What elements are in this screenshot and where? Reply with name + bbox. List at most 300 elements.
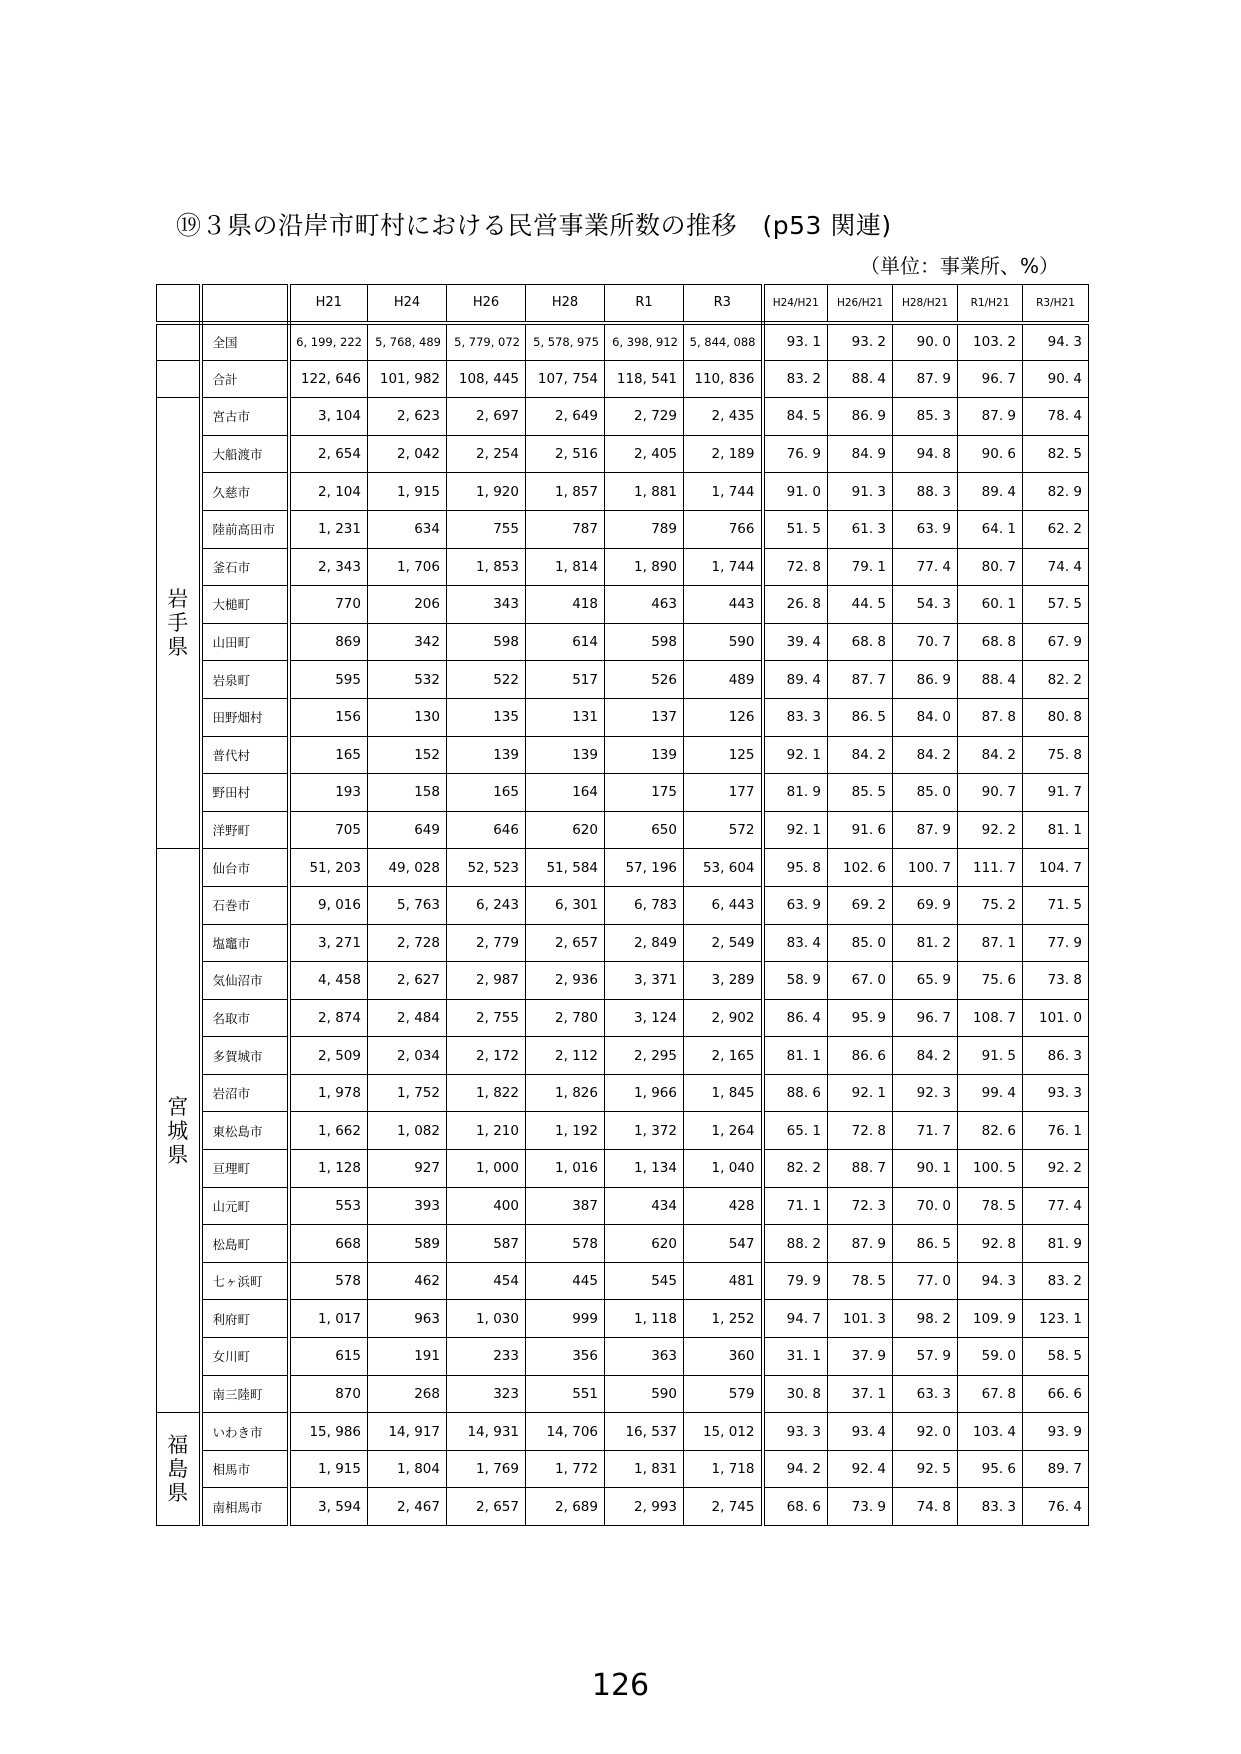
table-cell: 88. 2 xyxy=(763,1225,828,1263)
table-cell: 393 xyxy=(368,1187,447,1225)
table-cell: 6, 443 xyxy=(684,886,763,924)
table-cell: 83. 3 xyxy=(958,1488,1023,1526)
column-header: H24 xyxy=(368,285,447,323)
table-cell: 595 xyxy=(289,661,368,699)
table-cell: 789 xyxy=(605,510,684,548)
table-cell: 6, 783 xyxy=(605,886,684,924)
table-cell: 87. 9 xyxy=(958,398,1023,436)
table-cell: 125 xyxy=(684,736,763,774)
table-cell: 14, 931 xyxy=(447,1413,526,1451)
table-cell: 87. 9 xyxy=(828,1225,893,1263)
table-cell: 2, 627 xyxy=(368,962,447,1000)
table-cell: 1, 853 xyxy=(447,548,526,586)
table-cell: 1, 915 xyxy=(289,1450,368,1488)
table-cell: 79. 1 xyxy=(828,548,893,586)
table-cell: 522 xyxy=(447,661,526,699)
table-cell: 89. 7 xyxy=(1023,1450,1089,1488)
table-row xyxy=(157,1225,1089,1263)
table-cell: 83. 3 xyxy=(763,698,828,736)
municipality-name: 釜石市 xyxy=(201,548,289,586)
table-cell: 1, 881 xyxy=(605,473,684,511)
table-cell: 86. 9 xyxy=(893,661,958,699)
municipality-name: 気仙沼市 xyxy=(201,962,289,1000)
table-cell: 1, 822 xyxy=(447,1074,526,1112)
municipality-name: 松島町 xyxy=(201,1225,289,1263)
table-cell: 2, 484 xyxy=(368,999,447,1037)
table-cell: 462 xyxy=(368,1262,447,1300)
table-row xyxy=(157,1450,1089,1488)
table-cell: 139 xyxy=(605,736,684,774)
table-cell: 323 xyxy=(447,1375,526,1413)
table-cell: 1, 134 xyxy=(605,1150,684,1188)
table-cell: 9, 016 xyxy=(289,886,368,924)
table-cell: 130 xyxy=(368,698,447,736)
table-cell: 94. 3 xyxy=(958,1262,1023,1300)
table-cell: 545 xyxy=(605,1262,684,1300)
table-cell: 1, 772 xyxy=(526,1450,605,1488)
table-cell: 84. 9 xyxy=(828,435,893,473)
column-header: R1/H21 xyxy=(958,285,1023,323)
table-cell: 79. 9 xyxy=(763,1262,828,1300)
table-cell: 135 xyxy=(447,698,526,736)
column-header: R3/H21 xyxy=(1023,285,1089,323)
table-cell: 963 xyxy=(368,1300,447,1338)
table-cell: 84. 2 xyxy=(958,736,1023,774)
table-cell: 572 xyxy=(684,811,763,849)
table-row xyxy=(157,586,1089,624)
column-header: R3 xyxy=(684,285,763,323)
table-cell: 86. 6 xyxy=(828,1037,893,1075)
table-cell: 92. 2 xyxy=(1023,1150,1089,1188)
table-cell: 2, 405 xyxy=(605,435,684,473)
table-cell: 463 xyxy=(605,586,684,624)
table-row xyxy=(157,510,1089,548)
table-cell: 356 xyxy=(526,1338,605,1376)
table-row xyxy=(157,698,1089,736)
table-cell: 90. 1 xyxy=(893,1150,958,1188)
table-cell: 90. 7 xyxy=(958,774,1023,812)
table-cell: 95. 6 xyxy=(958,1450,1023,1488)
column-header: H28 xyxy=(526,285,605,323)
table-cell: 14, 706 xyxy=(526,1413,605,1451)
table-cell: 1, 966 xyxy=(605,1074,684,1112)
table-cell: 93. 9 xyxy=(1023,1413,1089,1451)
table-cell: 100. 5 xyxy=(958,1150,1023,1188)
table-cell: 1, 890 xyxy=(605,548,684,586)
table-cell: 71. 1 xyxy=(763,1187,828,1225)
table-cell: 418 xyxy=(526,586,605,624)
table-row xyxy=(157,1338,1089,1376)
table-cell: 268 xyxy=(368,1375,447,1413)
table-cell: 65. 1 xyxy=(763,1112,828,1150)
header-row xyxy=(157,285,1089,323)
table-cell: 1, 804 xyxy=(368,1450,447,1488)
table-cell: 2, 987 xyxy=(447,962,526,1000)
table-cell: 16, 537 xyxy=(605,1413,684,1451)
table-cell: 1, 752 xyxy=(368,1074,447,1112)
column-header: H26 xyxy=(447,285,526,323)
table-cell: 90. 0 xyxy=(893,323,958,361)
table-cell: 2, 654 xyxy=(289,435,368,473)
table-cell: 92. 3 xyxy=(893,1074,958,1112)
municipality-name: 石巻市 xyxy=(201,886,289,924)
municipality-name: 普代村 xyxy=(201,736,289,774)
table-cell: 77. 4 xyxy=(893,548,958,586)
table-cell: 123. 1 xyxy=(1023,1300,1089,1338)
table-cell: 85. 0 xyxy=(893,774,958,812)
table-cell: 57, 196 xyxy=(605,849,684,887)
table-cell: 4, 458 xyxy=(289,962,368,1000)
table-cell: 2, 755 xyxy=(447,999,526,1037)
table-cell: 87. 8 xyxy=(958,698,1023,736)
table-cell: 2, 729 xyxy=(605,398,684,436)
table-cell: 620 xyxy=(605,1225,684,1263)
table-cell: 90. 4 xyxy=(1023,360,1089,398)
table-cell: 69. 9 xyxy=(893,886,958,924)
table-cell: 158 xyxy=(368,774,447,812)
table-cell: 74. 8 xyxy=(893,1488,958,1526)
table-cell: 634 xyxy=(368,510,447,548)
table-cell: 2, 189 xyxy=(684,435,763,473)
table-cell: 95. 8 xyxy=(763,849,828,887)
municipality-name: 多賀城市 xyxy=(201,1037,289,1075)
table-cell: 71. 7 xyxy=(893,1112,958,1150)
table-cell: 1, 192 xyxy=(526,1112,605,1150)
table-cell: 68. 6 xyxy=(763,1488,828,1526)
table-cell: 81. 2 xyxy=(893,924,958,962)
table-cell: 126 xyxy=(684,698,763,736)
table-cell: 98. 2 xyxy=(893,1300,958,1338)
table-cell: 6, 199, 222 xyxy=(289,323,368,361)
table-cell: 60. 1 xyxy=(958,586,1023,624)
table-cell: 80. 8 xyxy=(1023,698,1089,736)
municipality-name: いわき市 xyxy=(201,1413,289,1451)
table-cell: 82. 2 xyxy=(1023,661,1089,699)
table-cell: 81. 9 xyxy=(1023,1225,1089,1263)
table-cell: 6, 243 xyxy=(447,886,526,924)
municipality-name: 山田町 xyxy=(201,623,289,661)
table-cell: 84. 0 xyxy=(893,698,958,736)
table-cell: 2, 849 xyxy=(605,924,684,962)
municipality-name: 南三陸町 xyxy=(201,1375,289,1413)
table-cell: 65. 9 xyxy=(893,962,958,1000)
table-cell: 76. 1 xyxy=(1023,1112,1089,1150)
table-cell: 2, 509 xyxy=(289,1037,368,1075)
table-cell: 578 xyxy=(526,1225,605,1263)
table-row xyxy=(157,1150,1089,1188)
municipality-name: 名取市 xyxy=(201,999,289,1037)
table-cell: 89. 4 xyxy=(958,473,1023,511)
table-cell: 88. 6 xyxy=(763,1074,828,1112)
table-cell: 590 xyxy=(605,1375,684,1413)
table-cell: 1, 744 xyxy=(684,548,763,586)
table-row xyxy=(157,1112,1089,1150)
table-cell: 1, 231 xyxy=(289,510,368,548)
table-cell: 2, 745 xyxy=(684,1488,763,1526)
table-cell: 1, 814 xyxy=(526,548,605,586)
table-cell: 5, 763 xyxy=(368,886,447,924)
table-cell: 489 xyxy=(684,661,763,699)
table-cell: 58. 9 xyxy=(763,962,828,1000)
table-cell: 2, 623 xyxy=(368,398,447,436)
table-cell: 2, 549 xyxy=(684,924,763,962)
table-cell: 2, 728 xyxy=(368,924,447,962)
table-cell: 74. 4 xyxy=(1023,548,1089,586)
municipality-name: 久慈市 xyxy=(201,473,289,511)
table-cell: 589 xyxy=(368,1225,447,1263)
table-cell: 579 xyxy=(684,1375,763,1413)
table-cell: 551 xyxy=(526,1375,605,1413)
table-cell: 63. 9 xyxy=(763,886,828,924)
table-cell: 927 xyxy=(368,1150,447,1188)
prefecture-name: 福島県 xyxy=(167,1433,189,1506)
table-cell: 93. 4 xyxy=(828,1413,893,1451)
municipality-name: 岩沼市 xyxy=(201,1074,289,1112)
table-row xyxy=(157,661,1089,699)
table-cell: 1, 252 xyxy=(684,1300,763,1338)
prefecture-name: 岩手県 xyxy=(167,587,189,660)
table-cell: 2, 172 xyxy=(447,1037,526,1075)
table-row xyxy=(157,1187,1089,1225)
summary-row xyxy=(157,323,1089,361)
table-cell: 131 xyxy=(526,698,605,736)
table-cell: 59. 0 xyxy=(958,1338,1023,1376)
table-cell: 78. 4 xyxy=(1023,398,1089,436)
table-cell: 1, 016 xyxy=(526,1150,605,1188)
table-cell: 72. 8 xyxy=(763,548,828,586)
table-cell: 2, 936 xyxy=(526,962,605,1000)
table-cell: 400 xyxy=(447,1187,526,1225)
table-cell: 82. 2 xyxy=(763,1150,828,1188)
table-cell: 92. 1 xyxy=(763,736,828,774)
table-cell: 78. 5 xyxy=(828,1262,893,1300)
table-cell: 755 xyxy=(447,510,526,548)
table-cell: 107, 754 xyxy=(526,360,605,398)
table-cell: 1, 845 xyxy=(684,1074,763,1112)
table-cell: 39. 4 xyxy=(763,623,828,661)
table-cell: 766 xyxy=(684,510,763,548)
municipality-name: 南相馬市 xyxy=(201,1488,289,1526)
table-cell: 175 xyxy=(605,774,684,812)
table-cell: 66. 6 xyxy=(1023,1375,1089,1413)
table-cell: 15, 986 xyxy=(289,1413,368,1451)
table-cell: 2, 254 xyxy=(447,435,526,473)
table-cell: 999 xyxy=(526,1300,605,1338)
prefecture-label xyxy=(157,849,201,1413)
table-cell: 1, 128 xyxy=(289,1150,368,1188)
table-cell: 705 xyxy=(289,811,368,849)
table-cell: 102. 6 xyxy=(828,849,893,887)
table-cell: 93. 3 xyxy=(1023,1074,1089,1112)
table-cell: 481 xyxy=(684,1262,763,1300)
table-cell: 1, 826 xyxy=(526,1074,605,1112)
table-cell: 86. 5 xyxy=(828,698,893,736)
table-cell: 2, 689 xyxy=(526,1488,605,1526)
table-cell: 3, 289 xyxy=(684,962,763,1000)
table-cell: 95. 9 xyxy=(828,999,893,1037)
table-cell: 615 xyxy=(289,1338,368,1376)
table-cell: 67. 0 xyxy=(828,962,893,1000)
table-cell: 5, 779, 072 xyxy=(447,323,526,361)
table-cell: 91. 0 xyxy=(763,473,828,511)
column-header: R1 xyxy=(605,285,684,323)
table-cell: 73. 9 xyxy=(828,1488,893,1526)
table-row xyxy=(157,849,1089,887)
table-cell: 110, 836 xyxy=(684,360,763,398)
table-cell: 614 xyxy=(526,623,605,661)
header-corner-pref xyxy=(157,285,201,323)
table-cell: 101. 0 xyxy=(1023,999,1089,1037)
table-row xyxy=(157,811,1089,849)
table-cell: 15, 012 xyxy=(684,1413,763,1451)
table-cell: 76. 9 xyxy=(763,435,828,473)
table-cell: 53, 604 xyxy=(684,849,763,887)
table-cell: 83. 2 xyxy=(1023,1262,1089,1300)
table-row xyxy=(157,398,1089,436)
table-cell: 139 xyxy=(447,736,526,774)
table-cell: 1, 040 xyxy=(684,1150,763,1188)
municipality-name: 仙台市 xyxy=(201,849,289,887)
table-cell: 67. 9 xyxy=(1023,623,1089,661)
table-cell: 3, 594 xyxy=(289,1488,368,1526)
table-cell: 87. 9 xyxy=(893,811,958,849)
municipality-name: 七ヶ浜町 xyxy=(201,1262,289,1300)
table-cell: 445 xyxy=(526,1262,605,1300)
table-cell: 2, 042 xyxy=(368,435,447,473)
table-cell: 3, 104 xyxy=(289,398,368,436)
table-row xyxy=(157,435,1089,473)
table-cell: 75. 6 xyxy=(958,962,1023,1000)
table-cell: 51, 203 xyxy=(289,849,368,887)
table-cell: 343 xyxy=(447,586,526,624)
table-cell: 92. 0 xyxy=(893,1413,958,1451)
table-row xyxy=(157,1074,1089,1112)
table-cell: 101, 982 xyxy=(368,360,447,398)
table-cell: 1, 082 xyxy=(368,1112,447,1150)
municipality-name: 相馬市 xyxy=(201,1450,289,1488)
table-cell: 80. 7 xyxy=(958,548,1023,586)
table-cell: 434 xyxy=(605,1187,684,1225)
table-cell: 62. 2 xyxy=(1023,510,1089,548)
table-cell: 91. 6 xyxy=(828,811,893,849)
table-cell: 193 xyxy=(289,774,368,812)
table-cell: 93. 1 xyxy=(763,323,828,361)
table-cell: 49, 028 xyxy=(368,849,447,887)
municipality-name: 大槌町 xyxy=(201,586,289,624)
table-cell: 54. 3 xyxy=(893,586,958,624)
table-cell: 443 xyxy=(684,586,763,624)
table-cell: 68. 8 xyxy=(828,623,893,661)
table-cell: 5, 578, 975 xyxy=(526,323,605,361)
table-cell: 101. 3 xyxy=(828,1300,893,1338)
table-cell: 109. 9 xyxy=(958,1300,1023,1338)
table-cell: 1, 915 xyxy=(368,473,447,511)
table-cell: 84. 5 xyxy=(763,398,828,436)
table-cell: 139 xyxy=(526,736,605,774)
table-cell: 2, 697 xyxy=(447,398,526,436)
table-row xyxy=(157,736,1089,774)
table-cell: 61. 3 xyxy=(828,510,893,548)
unit-label: （単位：事業所、%） xyxy=(859,254,1059,278)
summary-row xyxy=(157,360,1089,398)
table-cell: 2, 165 xyxy=(684,1037,763,1075)
table-cell: 63. 3 xyxy=(893,1375,958,1413)
table-cell: 2, 874 xyxy=(289,999,368,1037)
table-row xyxy=(157,1037,1089,1075)
table-cell: 44. 5 xyxy=(828,586,893,624)
municipality-name: 山元町 xyxy=(201,1187,289,1225)
table-cell: 63. 9 xyxy=(893,510,958,548)
table-cell: 1, 662 xyxy=(289,1112,368,1150)
table-cell: 81. 1 xyxy=(763,1037,828,1075)
table-cell: 81. 9 xyxy=(763,774,828,812)
table-cell: 206 xyxy=(368,586,447,624)
table-cell: 51, 584 xyxy=(526,849,605,887)
table-cell: 1, 831 xyxy=(605,1450,684,1488)
table-body xyxy=(157,323,1089,1526)
table-cell: 1, 920 xyxy=(447,473,526,511)
table-cell: 58. 5 xyxy=(1023,1338,1089,1376)
table-cell: 3, 124 xyxy=(605,999,684,1037)
table-cell: 1, 264 xyxy=(684,1112,763,1150)
table-cell: 85. 5 xyxy=(828,774,893,812)
table-cell: 14, 917 xyxy=(368,1413,447,1451)
table-row xyxy=(157,473,1089,511)
table-cell: 57. 5 xyxy=(1023,586,1089,624)
table-cell: 93. 2 xyxy=(828,323,893,361)
table-cell: 2, 780 xyxy=(526,999,605,1037)
table-cell: 1, 030 xyxy=(447,1300,526,1338)
table-row xyxy=(157,623,1089,661)
header-corner-name xyxy=(201,285,289,323)
table-cell: 88. 4 xyxy=(958,661,1023,699)
table-cell: 92. 4 xyxy=(828,1450,893,1488)
table-cell: 650 xyxy=(605,811,684,849)
municipality-name: 全国 xyxy=(201,323,289,361)
table-cell: 1, 769 xyxy=(447,1450,526,1488)
table-cell: 360 xyxy=(684,1338,763,1376)
table-cell: 1, 372 xyxy=(605,1112,684,1150)
municipality-name: 洋野町 xyxy=(201,811,289,849)
municipality-name: 東松島市 xyxy=(201,1112,289,1150)
municipality-name: 陸前高田市 xyxy=(201,510,289,548)
table-cell: 649 xyxy=(368,811,447,849)
table-cell: 31. 1 xyxy=(763,1338,828,1376)
table-cell: 1, 744 xyxy=(684,473,763,511)
table-cell: 84. 2 xyxy=(893,736,958,774)
table-cell: 96. 7 xyxy=(893,999,958,1037)
table-cell: 517 xyxy=(526,661,605,699)
municipality-name: 大船渡市 xyxy=(201,435,289,473)
table-cell: 82. 9 xyxy=(1023,473,1089,511)
table-cell: 92. 8 xyxy=(958,1225,1023,1263)
municipality-name: 亘理町 xyxy=(201,1150,289,1188)
table-cell: 165 xyxy=(289,736,368,774)
table-cell: 3, 371 xyxy=(605,962,684,1000)
table-cell: 1, 017 xyxy=(289,1300,368,1338)
table-cell: 88. 4 xyxy=(828,360,893,398)
table-cell: 2, 657 xyxy=(526,924,605,962)
table-cell: 363 xyxy=(605,1338,684,1376)
table-cell: 69. 2 xyxy=(828,886,893,924)
table-cell: 587 xyxy=(447,1225,526,1263)
table-cell: 91. 5 xyxy=(958,1037,1023,1075)
table-row xyxy=(157,1413,1089,1451)
table-cell: 84. 2 xyxy=(893,1037,958,1075)
table-cell: 164 xyxy=(526,774,605,812)
table-cell: 96. 7 xyxy=(958,360,1023,398)
table-cell: 85. 0 xyxy=(828,924,893,962)
